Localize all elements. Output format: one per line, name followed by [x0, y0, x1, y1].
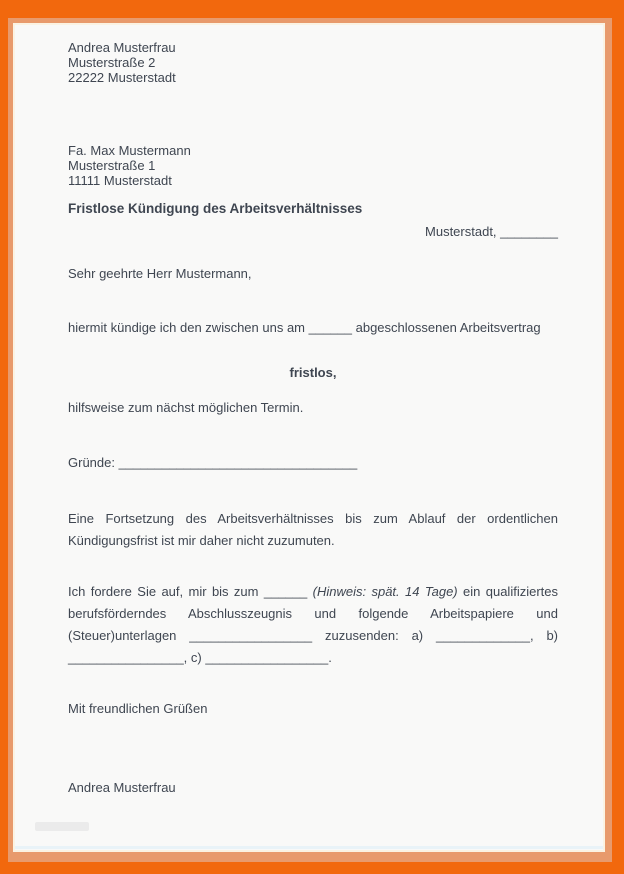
recipient-address — [68, 143, 558, 188]
continuation-line-2: Kündigungsfrist ist mir daher nicht zuzumuten. — [68, 533, 335, 548]
demand-paragraph — [68, 581, 558, 669]
salutation: Sehr geehrte Herr Mustermann, — [68, 266, 252, 281]
watermark-smudge — [35, 822, 89, 831]
demand-line-1 — [68, 581, 558, 603]
fristlos-emphasis: fristlos, — [289, 365, 337, 380]
sender-street: Musterstraße 2 — [68, 55, 156, 70]
continuation-line-1: Eine Fortsetzung des Arbeitsverhältnisses bis zum Ablauf der ordentlichen — [68, 511, 558, 526]
demand-line-1-pre: Ich fordere Sie auf, mir bis zum ______ — [68, 584, 313, 599]
place-date-line: Musterstadt, ________ — [425, 224, 558, 239]
demand-line-4: ________________, c) _________________. — [68, 650, 332, 665]
demand-line-1-hint: (Hinweis: spät. 14 Tage) — [312, 584, 458, 599]
intro-sentence: hiermit kündige ich den zwischen uns am ______ abgeschlossenen Arbeitsvertrag — [68, 320, 541, 335]
signature-name: Andrea Musterfrau — [68, 780, 176, 795]
fallback-sentence: hilfsweise zum nächst möglichen Termin. — [68, 400, 304, 415]
reasons-line: Gründe: _________________________________ — [68, 455, 358, 470]
demand-line-3: (Steuer)unterlagen _________________ zuzusenden: a) _____________, b) — [68, 628, 558, 643]
continuation-paragraph — [68, 508, 558, 552]
demand-line-2: berufsförderndes Abschlusszeugnis und folgende Arbeitspapiere und — [68, 606, 558, 621]
sender-name: Andrea Musterfrau — [68, 40, 176, 55]
letter-page — [15, 25, 603, 850]
recipient-city: 11111 Musterstadt — [68, 173, 172, 188]
subject-line: Fristlose Kündigung des Arbeitsverhältnisses — [68, 201, 363, 216]
scan-artifact-line — [15, 846, 603, 849]
sender-address — [68, 40, 558, 85]
demand-line-1-post: ein qualifiziertes — [457, 584, 558, 599]
recipient-name: Fa. Max Mustermann — [68, 143, 191, 158]
sender-city: 22222 Musterstadt — [68, 70, 176, 85]
closing-phrase: Mit freundlichen Grüßen — [68, 701, 208, 716]
recipient-street: Musterstraße 1 — [68, 158, 156, 173]
